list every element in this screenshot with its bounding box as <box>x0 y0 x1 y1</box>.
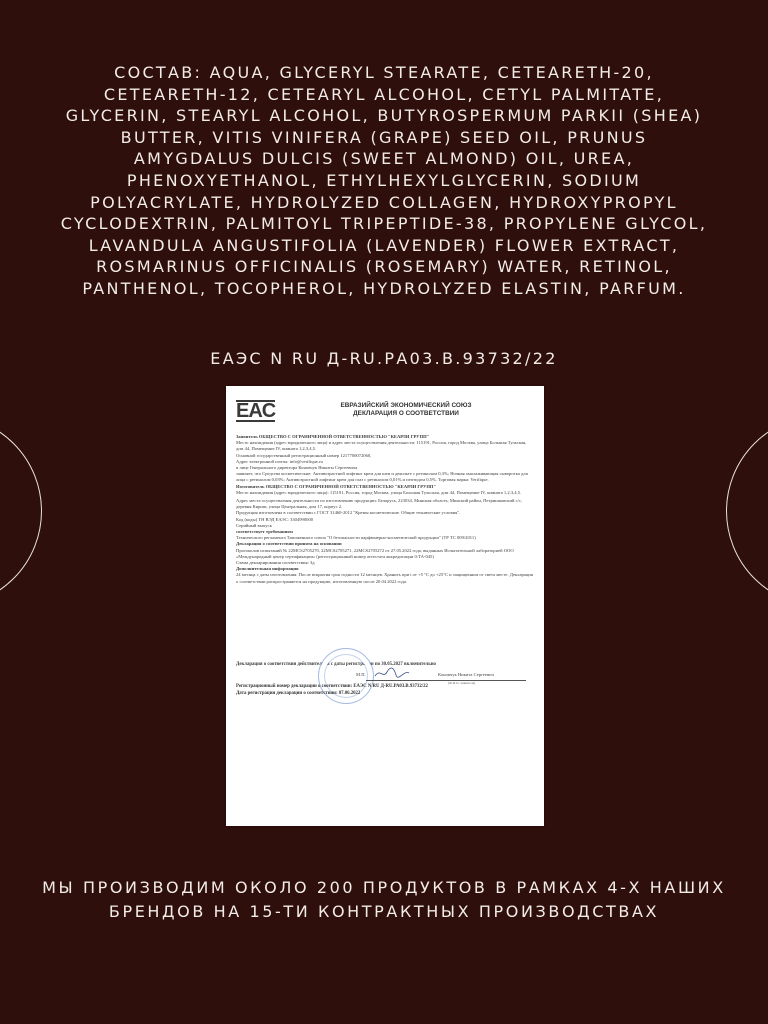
decorative-circle-right <box>726 415 768 607</box>
doc-email: Адрес электронной почты: info@verifique.ru <box>236 458 323 464</box>
doc-signer: Коновчук Никита Сергеевич <box>438 672 494 677</box>
doc-registration <box>236 684 534 698</box>
doc-basis: Протоколов испытаний № 22MCS2705270, 22MCS2705271, 22MCS2705272 от 27.05.2022 года, выданных Испытательной лабораторией ООО «Международный центр сертификации» (регистрационный номер аттестата аккредитации 0:ТА-045) <box>236 547 514 559</box>
doc-signer-caption: (Ф.И.О. заявителя) <box>448 681 476 685</box>
eac-logo: EAC <box>236 400 276 422</box>
decorative-circle-left <box>0 415 42 607</box>
doc-ogrn: Основной государственный регистрационный номер 1217700072060, <box>236 452 372 458</box>
signature-line <box>366 680 526 681</box>
doc-production-address: Адрес места осуществления деятельности по изготовлению продукции: Беларусь, 223034, Минская область, Минский район, Петришковский с/с, деревня Кирши, улица Центральная, дом 17, корпус 2. <box>236 498 523 510</box>
doc-tn-ved: Код (коды) ТН ВЭД ЕАЭС: 3304990000 <box>236 516 314 522</box>
doc-director: в лице Генерального директора Коновчук Никиты Сергеевича <box>236 465 358 471</box>
signature-mark <box>374 666 410 680</box>
doc-applicant-address: Место нахождения (адрес юридического лица) и адрес места осуществления деятельности: 115191, Россия, город Москва, улица Большая Тульская, дом 44, Помещение IV, комната 1,2,3,4,5. <box>236 440 527 452</box>
document-header <box>286 402 526 418</box>
certificate-number: ЕАЭС N RU Д-RU.РА03.В.93732/22 <box>210 349 558 368</box>
doc-additional: 24 месяца с даты изготовления. После вскрытия срок годности 12 месяцев. Хранить при t от +5 °С до +25°С и защищенном от света месте. Декларация о соответствии распространяется на продукцию, изготовленную после 20.04.2022 года. <box>236 572 533 584</box>
doc-scheme: Схема декларирования соответствия: 3д <box>236 560 315 566</box>
doc-manufacturer: Изготовитель ОБЩЕСТВО С ОГРАНИЧЕННОЙ ОТВЕТСТВЕННОСТЬЮ "КЕАРЛИ ГРУПП" <box>236 483 437 489</box>
footer-text: МЫ ПРОИЗВОДИМ ОКОЛО 200 ПРОДУКТОВ В РАМКАХ 4-Х НАШИХ БРЕНДОВ НА 15-ТИ КОНТРАКТНЫХ ПРОИЗВОДСТВАХ <box>42 878 726 921</box>
doc-applicant: Заявитель ОБЩЕСТВО С ОГРАНИЧЕННОЙ ОТВЕТСТВЕННОСТЬЮ "КЕАРЛИ ГРУПП" <box>236 434 430 439</box>
doc-valid-until: Декларация о соответствии действительна с даты регистрации по 30.05.2027 включительно <box>236 662 436 667</box>
composition-text: СОСТАВ: AQUA, GLYCERYL STEARATE, CETEARETH-20, CETEARETH-12, CETEARYL ALCOHOL, CETYL PALMITATE, GLYCERIN, STEARYL ALCOHOL, BUTYROSPERMUM PARKII (SHEA) BUTTER, VITIS VINIFERA (GRAPE) SEED OIL, PRUNUS AMYGDALUS DULCIS (SWEET ALMOND) OIL, UREA, PHENOXYETHANOL, ETHYLHEXYLGLYCERIN, SODIUM POLYACRYLATE, HYDROLYZED COLLAGEN, HYDROXYPROPYL CYCLODEXTRIN, PALMITOYL TRIPEPTIDE-38, PROPYLENE GLYCOL, LAVANDULA ANGUSTIFOLIA (LAVENDER) FLOWER EXTRACT, ROSMARINUS OFFICINALIS (ROSEMARY) WATER, RETINOL, PANTHENOL, TOCOPHEROL, HYDROLYZED ELASTIN, PARFUM. <box>60 63 708 298</box>
document-header-title: ДЕКЛАРАЦИЯ О СООТВЕТСТВИИ <box>353 410 459 417</box>
doc-gost: Продукция изготовлена в соответствии с ГОСТ 31460-2012 "Кремы косметические. Общие технические условия". <box>236 510 461 516</box>
doc-declares: заявляет, что Средства косметические: Антивозрастной лифтинг крем для шеи и декольте с ретинолом 0,3%; Ночная омолаживающая сыворотка для лица с ретинолом 0,03%; Антивозрастной лифтинг крем для глаз с ретинолом 0,01% и пептидом 0,5%. Торговая марка: Verifique. <box>236 471 528 483</box>
doc-additional-title: Дополнительная информация <box>236 566 299 572</box>
declaration-document <box>226 386 544 826</box>
doc-reg-date: Дата регистрации декларации о соответствии: 07.06.2022 <box>236 690 361 696</box>
doc-mp: М.П. <box>356 672 366 677</box>
doc-manufacturer-address: Место нахождения (адрес юридического лица): 115191, Россия, город Москва, улица Большая Тульская, дом 44, Помещение IV, комната 1,2,3,4,5. <box>236 489 522 495</box>
doc-requirements: Технического регламента Таможенного союза "О безопасности парфюмерно-косметической продукции" (ТР ТС 009/2011) <box>236 535 476 541</box>
document-body <box>236 434 534 585</box>
doc-reg-number: Регистрационный номер декларации о соответствии: ЕАЭС N RU Д-RU.РА03.В.93732/22 <box>236 684 428 689</box>
doc-batch: Серийный выпуск <box>236 522 272 528</box>
doc-basis-title: Декларация о соответствии принята на основании <box>236 541 342 547</box>
document-header-union: ЕВРАЗИЙСКИЙ ЭКОНОМИЧЕСКИЙ СОЮЗ <box>340 402 472 409</box>
doc-requirements-title: соответствует требованиям <box>236 529 293 535</box>
